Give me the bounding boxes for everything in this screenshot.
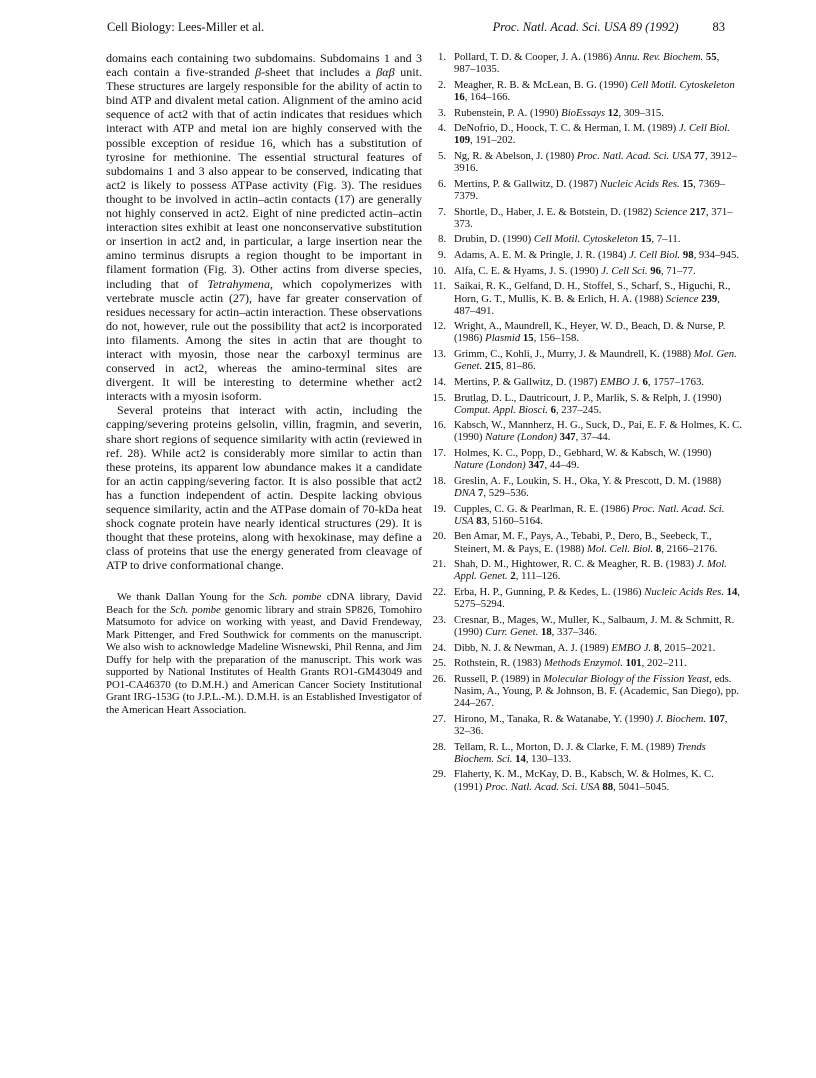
reference-item	[425, 392, 743, 416]
journal-citation: Proc. Natl. Acad. Sci. USA 89 (1992)	[492, 20, 679, 34]
reference-number: 25.	[432, 657, 446, 670]
reference-item	[425, 614, 743, 638]
reference-number: 18.	[432, 474, 446, 487]
reference-text: Hirono, M., Tanaka, R. & Watanabe, Y. (1990) J. Biochem. 107, 32–36.	[454, 712, 728, 737]
reference-item	[425, 206, 743, 230]
reference-number: 13.	[432, 348, 446, 361]
reference-text: Mertins, P. & Gallwitz, D. (1987) EMBO J. 6, 1757–1763.	[454, 375, 704, 388]
reference-item	[425, 107, 743, 119]
page-number: 83	[712, 20, 725, 34]
reference-item	[425, 265, 743, 277]
reference-text: Grimm, C., Kohli, J., Murry, J. & Maundrell, K. (1988) Mol. Gen. Genet. 215, 81–86.	[454, 348, 737, 373]
page-header	[107, 20, 725, 38]
reference-item	[425, 475, 743, 499]
reference-text: Adams, A. E. M. & Pringle, J. R. (1984) J. Cell Biol. 98, 934–945.	[454, 249, 739, 262]
reference-item	[425, 447, 743, 471]
reference-item	[425, 530, 743, 554]
reference-text: Alfa, C. E. & Hyams, J. S. (1990) J. Cell Sci. 96, 71–77.	[454, 264, 696, 277]
reference-text: Ng, R. & Abelson, J. (1980) Proc. Natl. Acad. Sci. USA 77, 3912–3916.	[454, 150, 737, 175]
reference-number: 6.	[437, 177, 446, 190]
reference-text: Holmes, K. C., Popp, D., Gebhard, W. & Kabsch, W. (1990) Nature (London) 347, 44–49.	[454, 447, 712, 472]
reference-item	[425, 249, 743, 261]
reference-item	[425, 79, 743, 103]
reference-text: Rothstein, R. (1983) Methods Enzymol. 101, 202–211.	[454, 657, 687, 670]
reference-item	[425, 673, 743, 709]
reference-number: 19.	[432, 502, 446, 515]
left-column	[106, 51, 422, 716]
reference-item	[425, 376, 743, 388]
reference-number: 10.	[432, 264, 446, 277]
reference-item	[425, 713, 743, 737]
reference-text: Mertins, P. & Gallwitz, D. (1987) Nucleic Acids Res. 15, 7369–7379.	[454, 177, 726, 202]
reference-text: Shah, D. M., Hightower, R. C. & Meagher, R. B. (1983) J. Mol. Appl. Genet. 2, 111–126.	[454, 558, 727, 583]
reference-number: 14.	[432, 375, 446, 388]
references-list	[425, 51, 743, 796]
reference-text: Ben Amar, M. F., Pays, A., Tebabi, P., Dero, B., Seebeck, T., Steinert, M. & Pays, E. (1988) Mol. Cell. Biol. 8, 2166–2176.	[454, 530, 718, 555]
journal-citation-group	[493, 20, 725, 35]
reference-text: Erba, H. P., Gunning, P. & Kedes, L. (1986) Nucleic Acids Res. 14, 5275–5294.	[454, 586, 740, 611]
reference-number: 4.	[437, 122, 446, 135]
reference-text: Pollard, T. D. & Cooper, J. A. (1986) Annu. Rev. Biochem. 55, 987–1035.	[454, 51, 720, 76]
reference-item	[425, 320, 743, 344]
reference-number: 21.	[432, 558, 446, 571]
reference-text: Greslin, A. F., Loukin, S. H., Oka, Y. & Prescott, D. M. (1988) DNA 7, 529–536.	[454, 474, 722, 499]
reference-text: Kabsch, W., Mannherz, H. G., Suck, D., Pai, E. F. & Holmes, K. C. (1990) Nature (London) 347, 37–44.	[454, 419, 742, 444]
reference-number: 11.	[433, 280, 446, 293]
reference-item	[425, 558, 743, 582]
reference-number: 15.	[432, 391, 446, 404]
reference-number: 8.	[437, 233, 446, 246]
reference-text: Russell, P. (1989) in Molecular Biology of the Fission Yeast, eds. Nasim, A., Young, P. & Johnson, B. F. (Academic, San Diego), pp. 244–267.	[454, 672, 740, 710]
body-paragraph: Several proteins that interact with actin, including the capping/severing proteins gelsolin, villin, fragmin, and severin, share short regions of sequence similarity with actin (reviewed in ref. 28). While act2 is considerably more similar to actin than these proteins, its apparent low abundance makes it a candidate for an actin capping/severing factor. It is also possible that act2 has a function independent of actin. Despite lacking obvious sequence similarity, actin and the ATPase domain of 70-kDa heat shock cognate protein have nearly identical structures (29). It is thought that these proteins, along with hexokinase, may define a class of proteins that use the energy generated from cleavage of ATP to drive conformational change.	[106, 403, 422, 573]
reference-item	[425, 51, 743, 75]
reference-text: Brutlag, D. L., Dautricourt, J. P., Marlik, S. & Relph, J. (1990) Comput. Appl. Biosci. 6, 237–245.	[454, 391, 722, 416]
reference-item	[425, 419, 743, 443]
reference-item	[425, 741, 743, 765]
reference-text: Flaherty, K. M., McKay, D. B., Kabsch, W. & Holmes, K. C. (1991) Proc. Natl. Acad. Sci. USA 88, 5041–5045.	[454, 768, 714, 793]
reference-number: 20.	[432, 530, 446, 543]
reference-text: DeNofrio, D., Hoock, T. C. & Herman, I. M. (1989) J. Cell Biol. 109, 191–202.	[454, 122, 730, 147]
reference-number: 16.	[432, 419, 446, 432]
reference-text: Dibb, N. J. & Newman, A. J. (1989) EMBO J. 8, 2015–2021.	[454, 641, 716, 654]
acknowledgment: We thank Dallan Young for the Sch. pombe cDNA library, David Beach for the Sch. pombe genomic library and strain SP826, Tomohiro Matsumoto for advice on working with yeast, and David Frendeway, Mark Pittenger, and Fred Southwick for comments on the manuscript. We also wish to acknowledge Madeline Wisnewski, Phil Renna, and Jim Duffy for help with the preparation of the manuscript. This work was supported by National Institutes of Health Grants RO1-GM43049 and PO1-CA46370 (to D.M.H.) and American Cancer Society Institutional Grant IRG-153G (to J.P.L.-M.). D.M.H. is an Established Investigator of the American Heart Association.	[106, 591, 422, 716]
reference-text: Cupples, C. G. & Pearlman, R. E. (1986) Proc. Natl. Acad. Sci. USA 83, 5160–5164.	[454, 502, 725, 527]
reference-number: 12.	[432, 320, 446, 333]
body-paragraph: domains each containing two subdomains. Subdomains 1 and 3 each contain a five-stranded β-sheet that includes a βαβ unit. These structures are largely responsible for the ability of actin to bind ATP and divalent metal cation. Alignment of the amino acid sequence of act2 with that of actin indicates that residues which interact with ATP and metal ion are highly conserved with the possible exception of residue 16, which has a substitution of tyrosine for methionine. The essential structural features of subdomains 1 and 3 also appear to be conserved, indicating that act2 is likely to possess ATPase activity (Fig. 3). The residues thought to be involved in actin–actin contacts (17) are generally not highly conserved in act2. Eight of nine predicted actin–actin interaction sites exhibit at least one nonconservative substitution or insertion in act2 and, in particular, a large insertion near the amino terminus disrupts a region thought to be important in filament formation (Fig. 3). Other actins from diverse species, including that of Tetrahymena, which copolymerizes with vertebrate muscle actin (27), have far greater conservation of residues necessary for actin–actin interaction. These observations do not, however, rule out the possibility that act2 is incorporated into filaments. Among the sites in actin that are thought to interact with myosin, those near the carboxyl terminus are conserved in act2, whereas the amino-terminal sites are divergent. It will be interesting to determine whether act2 interacts with a myosin isoform.	[106, 51, 423, 404]
reference-number: 17.	[432, 447, 446, 460]
reference-number: 23.	[432, 613, 446, 626]
reference-text: Shortle, D., Haber, J. E. & Botstein, D. (1982) Science 217, 371–373.	[454, 205, 733, 230]
reference-item	[425, 150, 743, 174]
reference-item	[425, 122, 743, 146]
reference-number: 2.	[437, 78, 446, 91]
reference-number: 9.	[437, 249, 446, 262]
reference-text: Drubin, D. (1990) Cell Motil. Cytoskeleton 15, 7–11.	[454, 233, 681, 246]
reference-text: Tellam, R. L., Morton, D. J. & Clarke, F. M. (1989) Trends Biochem. Sci. 14, 130–133.	[454, 740, 706, 765]
reference-item	[425, 657, 743, 669]
reference-number: 27.	[432, 712, 446, 725]
reference-text: Saikai, R. K., Gelfand, D. H., Stoffel, S., Scharf, S., Higuchi, R., Horn, G. T., Mullis, K. B. & Erlich, H. A. (1988) Science 239, 487–491.	[454, 280, 731, 317]
reference-number: 28.	[432, 740, 446, 753]
reference-number: 26.	[432, 672, 446, 685]
reference-item	[425, 178, 743, 202]
reference-number: 7.	[437, 205, 446, 218]
reference-item	[425, 280, 743, 316]
reference-item	[425, 768, 743, 792]
reference-item	[425, 348, 743, 372]
reference-number: 29.	[432, 768, 446, 781]
running-title: Cell Biology: Lees-Miller et al.	[107, 20, 265, 34]
reference-text: Meagher, R. B. & McLean, B. G. (1990) Cell Motil. Cytoskeleton 16, 164–166.	[454, 78, 735, 103]
reference-item	[425, 503, 743, 527]
reference-number: 5.	[437, 150, 446, 163]
reference-text: Rubenstein, P. A. (1990) BioEssays 12, 309–315.	[454, 106, 664, 119]
reference-item	[425, 586, 743, 610]
reference-number: 3.	[437, 106, 446, 119]
reference-number: 22.	[432, 586, 446, 599]
reference-item	[425, 642, 743, 654]
reference-item	[425, 233, 743, 245]
reference-number: 1.	[437, 51, 446, 63]
reference-number: 24.	[432, 641, 446, 654]
reference-text: Wright, A., Maundrell, K., Heyer, W. D., Beach, D. & Nurse, P. (1986) Plasmid 15, 156–158.	[454, 320, 726, 345]
reference-text: Cresnar, B., Mages, W., Muller, K., Salbaum, J. M. & Schmitt, R. (1990) Curr. Genet. 18, 337–346.	[454, 613, 735, 638]
